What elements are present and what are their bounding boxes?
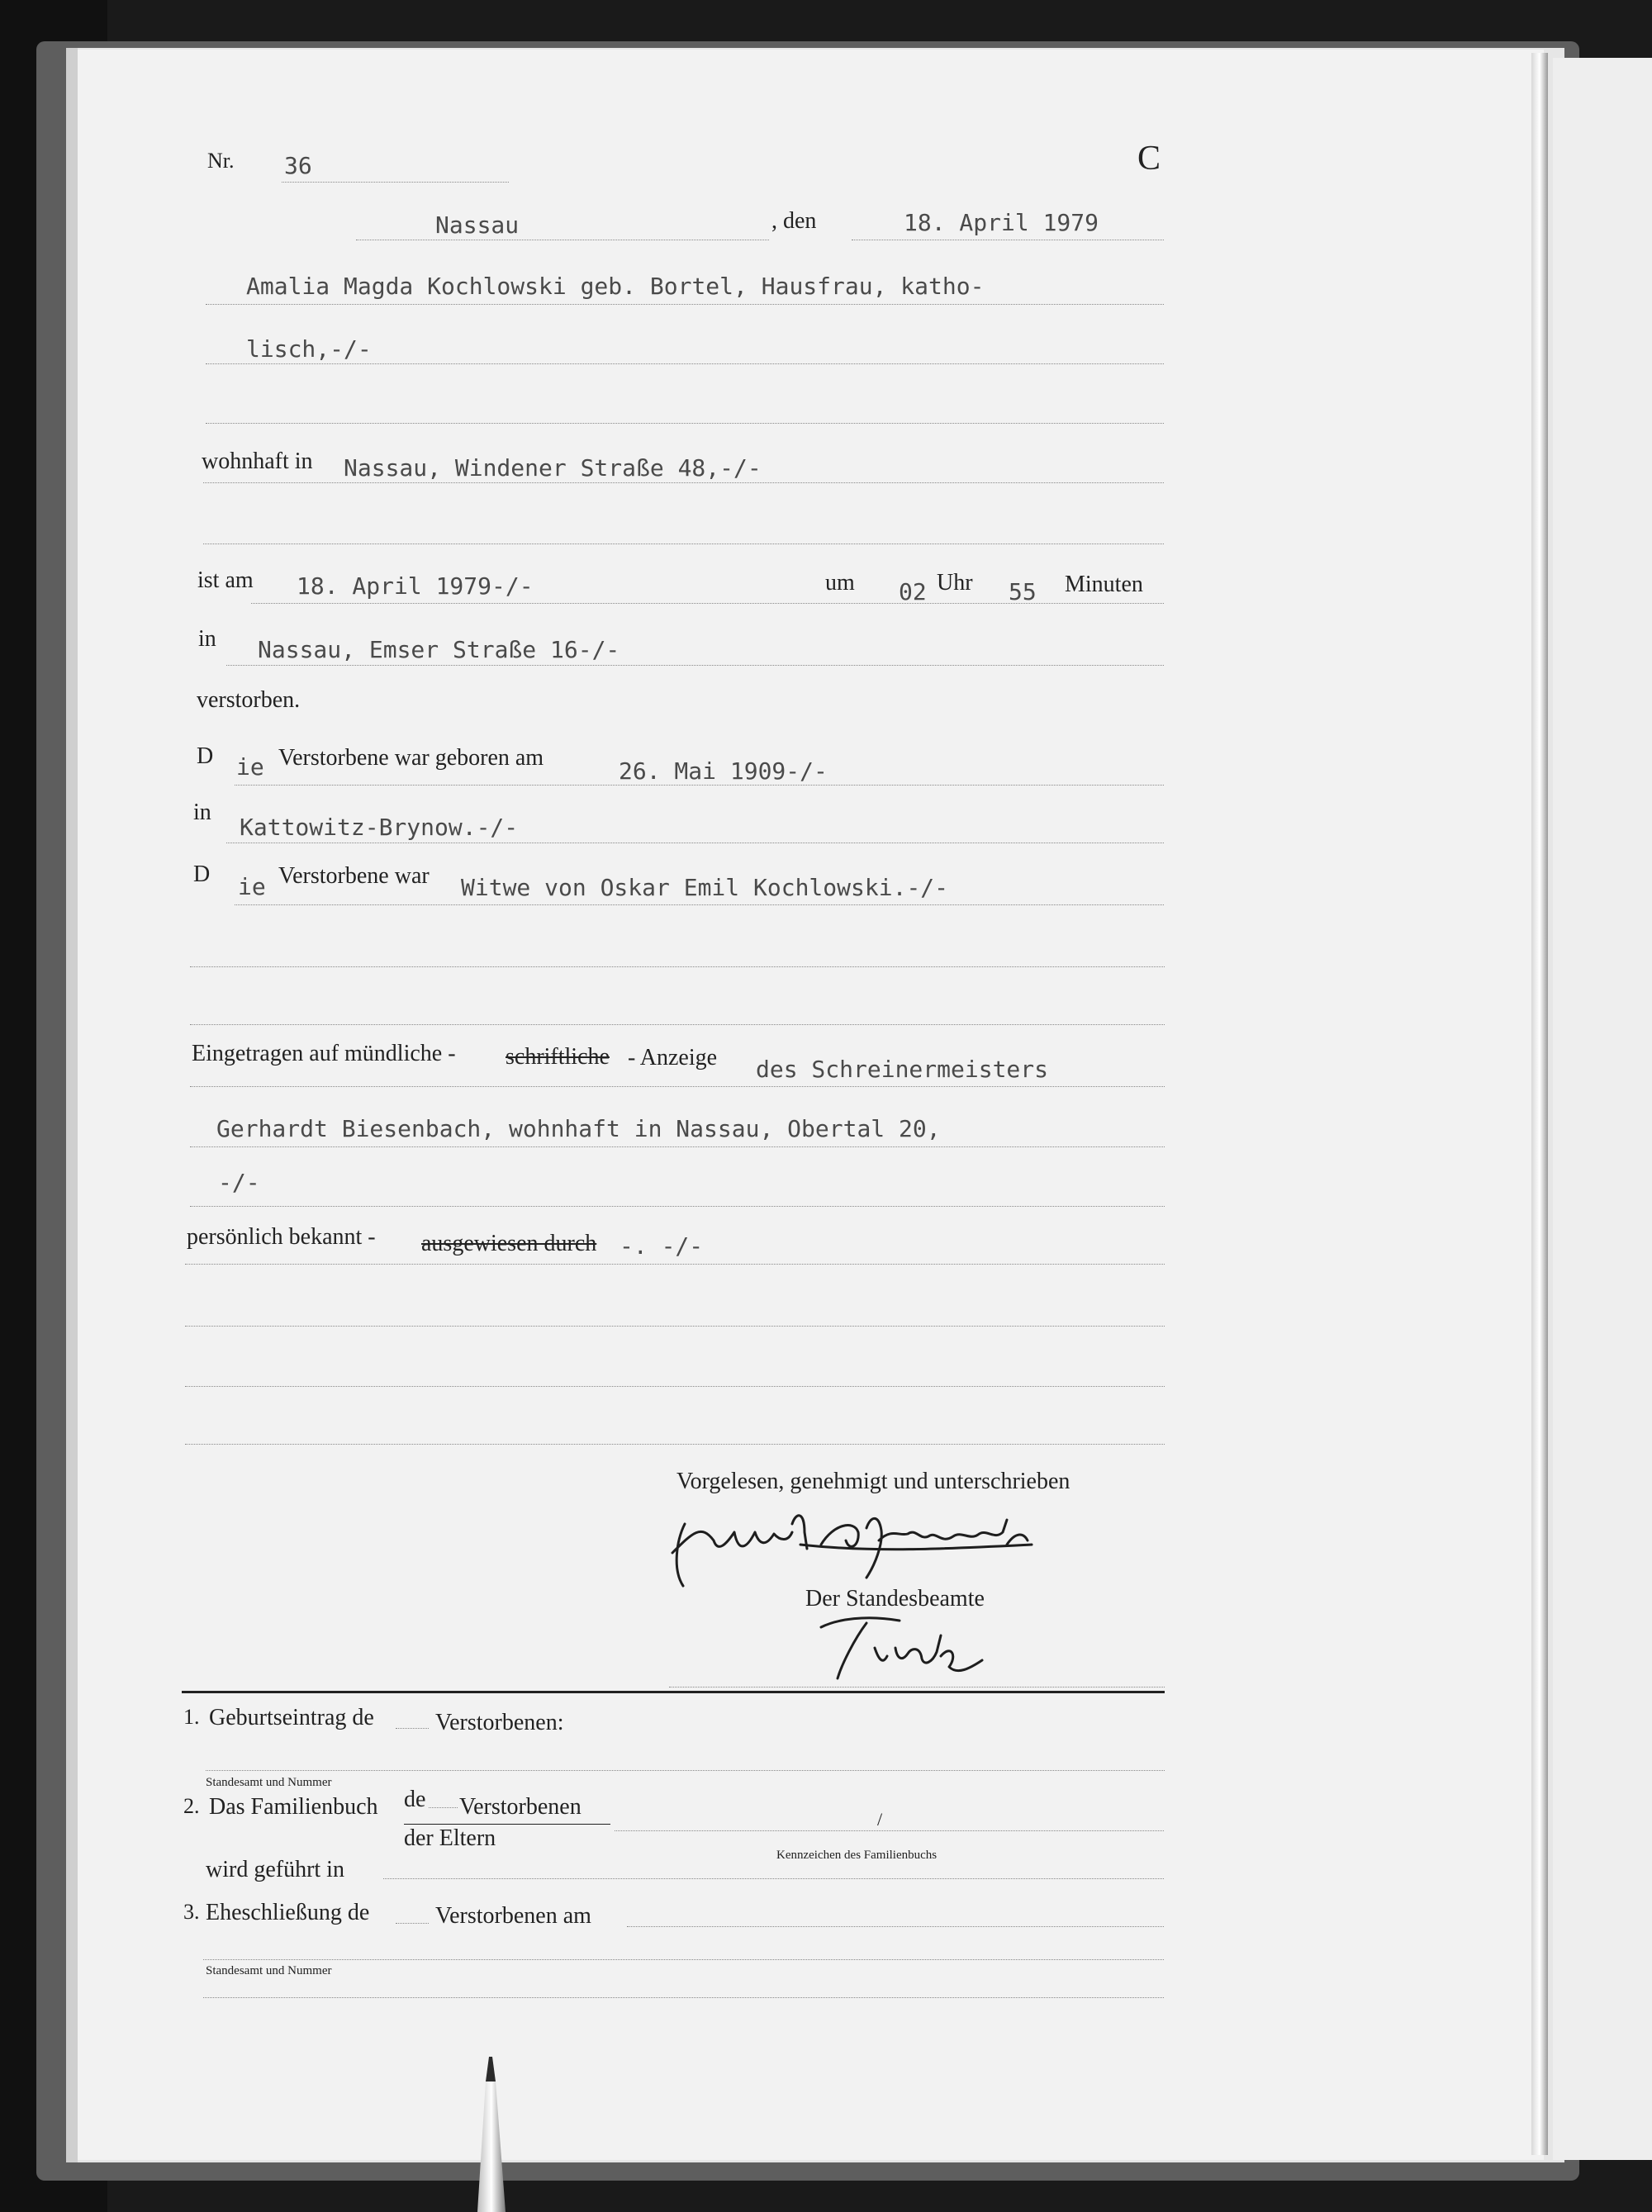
- rule-8: [235, 785, 1164, 786]
- item-3-num: 3.: [183, 1900, 200, 1924]
- item-2-num: 2.: [183, 1794, 200, 1818]
- birth-place: Kattowitz-Brynow.-/-: [240, 814, 519, 841]
- item-2-de: de: [404, 1787, 426, 1812]
- rule-2: [206, 363, 1164, 364]
- deceased-line-1: Amalia Magda Kochlowski geb. Bortel, Hausfrau, katho-: [246, 273, 985, 300]
- item-1-rule: [206, 1770, 1165, 1771]
- war-label: Verstorbene war: [278, 863, 430, 889]
- nr-line: [282, 182, 509, 183]
- deceased-line-2: lisch,-/-: [246, 335, 372, 363]
- bekannt-value: -. -/-: [620, 1232, 704, 1260]
- den-label: , den: [771, 208, 817, 234]
- schriftliche-struck: schriftliche: [506, 1044, 610, 1070]
- rule-3: [206, 423, 1164, 424]
- verstorben-label: verstorben.: [197, 687, 301, 713]
- in-label-2: in: [193, 800, 211, 825]
- item-3-suffix: Verstorbenen am: [435, 1903, 591, 1929]
- rule-14: [190, 1146, 1165, 1147]
- item-3-rule-3: [203, 1997, 1164, 1998]
- rule-6: [251, 603, 1164, 604]
- book-gutter: [1531, 53, 1548, 2155]
- item-2-verstorbenen: Verstorbenen: [459, 1794, 582, 1820]
- entry-date: 18. April 1979: [904, 209, 1099, 236]
- item-3-caption: Standesamt und Nummer: [206, 1964, 332, 1977]
- ie-suffix: ie: [236, 753, 264, 781]
- item-2-fraction-line: [404, 1824, 610, 1825]
- item-3-blank: [396, 1923, 429, 1924]
- rule-4: [203, 482, 1164, 483]
- anzeige-label: - Anzeige: [628, 1045, 718, 1070]
- rule-12: [190, 1024, 1165, 1025]
- rule-10: [235, 904, 1164, 905]
- death-hour: 02: [899, 578, 927, 605]
- marital-status: Witwe von Oskar Emil Kochlowski.-/-: [461, 874, 949, 901]
- item-1-caption: Standesamt und Nummer: [206, 1776, 332, 1789]
- rule-7: [226, 665, 1164, 666]
- death-date: 18. April 1979-/-: [297, 572, 534, 600]
- death-minutes: 55: [1009, 578, 1037, 605]
- um-label: um: [825, 570, 855, 596]
- bekannt-label: persönlich bekannt -: [187, 1224, 376, 1250]
- item-1-suffix: Verstorbenen:: [435, 1710, 564, 1735]
- item-2-slash: /: [877, 1809, 883, 1830]
- register-page: [78, 50, 1544, 2160]
- d-label: D: [197, 743, 214, 769]
- item-3-rule-2: [203, 1959, 1164, 1960]
- item-2-blank: [429, 1807, 458, 1808]
- born-label: Verstorbene war geboren am: [278, 745, 544, 771]
- vorgelesen-text: Vorgelesen, genehmigt und unterschrieben: [676, 1469, 1070, 1494]
- kennzeichen-caption: Kennzeichen des Familienbuchs: [776, 1849, 938, 1862]
- facing-page: [1553, 58, 1652, 2160]
- ist-am-label: ist am: [197, 567, 254, 593]
- ausgewiesen-struck: ausgewiesen durch: [421, 1231, 597, 1256]
- minuten-label: Minuten: [1065, 572, 1143, 597]
- footer-divider: [182, 1691, 1165, 1693]
- in-label: in: [198, 626, 216, 652]
- informant-line-1: des Schreinermeisters: [756, 1056, 1049, 1083]
- item-2-wird: wird geführt in: [206, 1857, 344, 1882]
- pen-icon: [463, 2057, 520, 2212]
- informant-signature: [668, 1507, 1180, 1598]
- rule-19: [185, 1444, 1165, 1445]
- death-place: Nassau, Emser Straße 16-/-: [258, 636, 620, 663]
- wohnhaft-value: Nassau, Windener Straße 48,-/-: [344, 454, 762, 482]
- birth-date: 26. Mai 1909-/-: [619, 757, 828, 785]
- item-3-label: Eheschließung de: [206, 1900, 370, 1925]
- item-1-label: Geburtseintrag de: [209, 1705, 374, 1730]
- informant-line-2: Gerhardt Biesenbach, wohnhaft in Nassau, Obertal 20,: [216, 1115, 941, 1142]
- nr-label: Nr.: [207, 149, 235, 173]
- item-2-label: Das Familienbuch: [209, 1794, 378, 1820]
- uhr-label: Uhr: [937, 570, 973, 596]
- ie-suffix-2: ie: [238, 873, 266, 900]
- register-letter: C: [1137, 140, 1161, 178]
- item-2-rule: [615, 1830, 1164, 1831]
- item-2-rule-2: [383, 1878, 1164, 1879]
- rule-16: [185, 1264, 1165, 1265]
- rule-17: [185, 1326, 1165, 1327]
- item-2-eltern: der Eltern: [404, 1825, 496, 1851]
- standesbeamte-label: Der Standesbeamte: [805, 1586, 985, 1612]
- rule-13: [190, 1086, 1165, 1087]
- rule-15: [190, 1206, 1165, 1207]
- item-1-blank: [396, 1728, 429, 1729]
- eingetragen-label: Eingetragen auf mündliche -: [192, 1041, 456, 1066]
- registrar-signature: [805, 1611, 1052, 1685]
- wohnhaft-label: wohnhaft in: [202, 449, 313, 474]
- rule-1: [206, 304, 1164, 305]
- place-value: Nassau: [435, 211, 520, 239]
- item-3-rule: [627, 1926, 1164, 1927]
- informant-line-3: -/-: [218, 1169, 260, 1196]
- rule-11: [190, 966, 1165, 967]
- d-label-2: D: [193, 862, 211, 887]
- item-1-num: 1.: [183, 1705, 200, 1729]
- nr-value: 36: [284, 152, 312, 179]
- rule-18: [185, 1386, 1165, 1387]
